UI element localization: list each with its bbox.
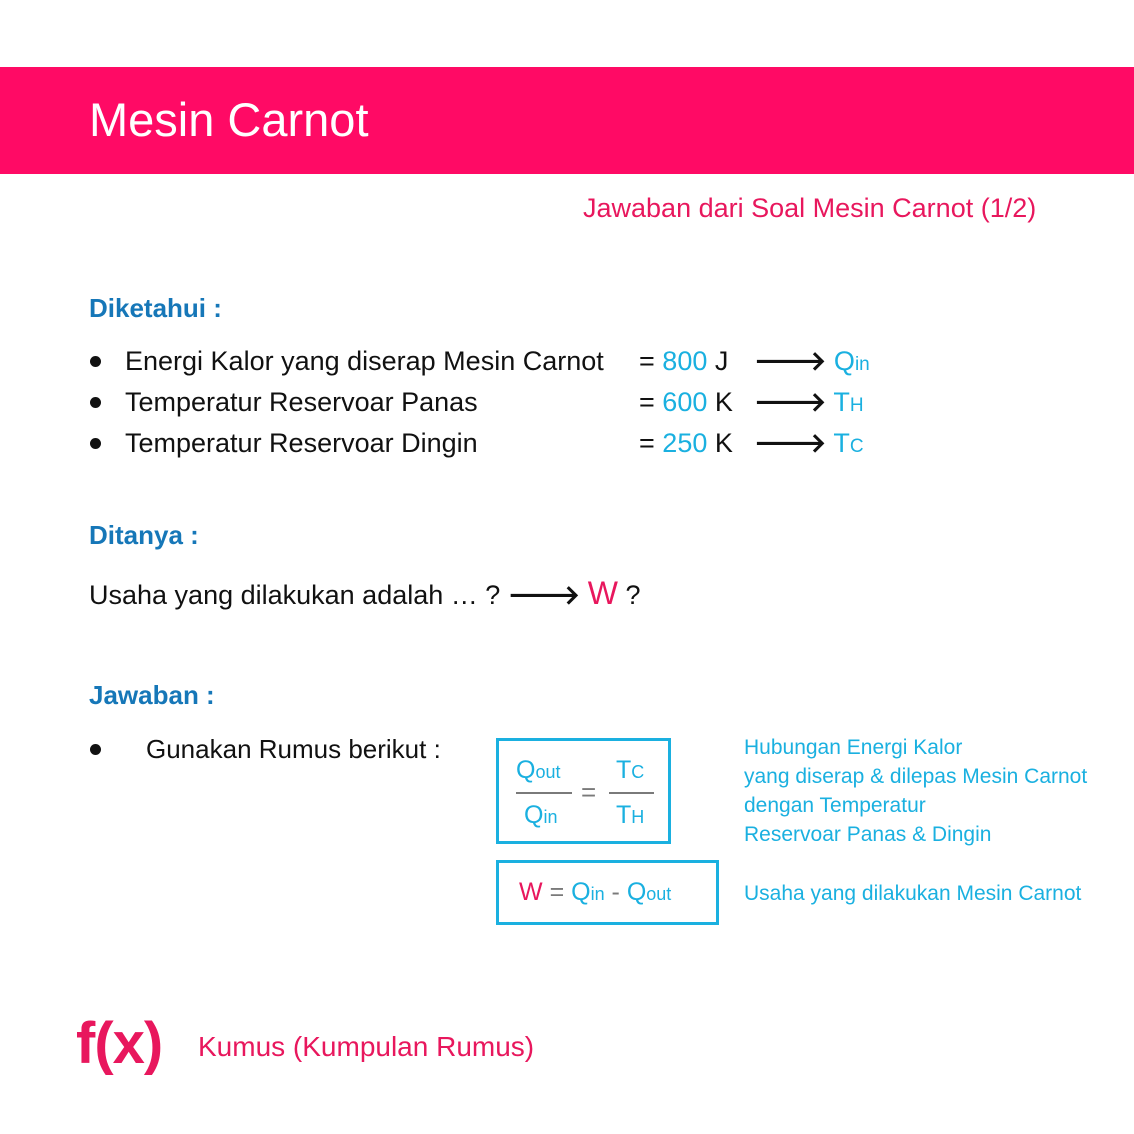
- known-item-symbol: 🡒 TH: [754, 387, 864, 417]
- asked-heading: Ditanya :: [89, 520, 199, 550]
- formula-th: TH: [616, 801, 645, 829]
- known-item-value: = 800 J: [639, 346, 729, 376]
- known-item-label: Temperatur Reservoar Dingin: [125, 428, 478, 458]
- page-title: Mesin Carnot: [89, 93, 369, 146]
- arrow-right-icon: 🡒: [507, 580, 581, 610]
- known-item-value: = 250 K: [639, 428, 733, 458]
- known-heading: Diketahui :: [89, 293, 222, 323]
- formula-tc: TC: [616, 756, 645, 784]
- formula-equals: =: [581, 777, 597, 807]
- bullet-icon: [90, 438, 101, 449]
- fraction-line: [516, 792, 572, 794]
- fraction-line: [609, 792, 654, 794]
- answer-heading: Jawaban :: [89, 680, 215, 710]
- brand-name: Kumus (Kumpulan Rumus): [198, 1031, 535, 1062]
- arrow-right-icon: 🡒: [754, 346, 827, 376]
- formula-work: W = Qin - Qout: [519, 878, 672, 906]
- fx-logo-icon: f(x): [76, 1011, 163, 1076]
- formula-work-note: Usaha yang dilakukan Mesin Carnot: [744, 882, 1082, 905]
- answer-instruction: Gunakan Rumus berikut :: [146, 734, 441, 764]
- known-item-label: Energi Kalor yang diserap Mesin Carnot: [125, 346, 604, 376]
- known-item-label: Temperatur Reservoar Panas: [125, 387, 478, 417]
- known-item-symbol: 🡒 TC: [754, 428, 864, 458]
- formula-work-box: [496, 860, 719, 925]
- known-item-value: = 600 K: [639, 387, 733, 417]
- formula-ratio-note: Hubungan Energi Kalor yang diserap & dilepas Mesin Carnot dengan Temperatur Reservoar Panas & Dingin: [744, 736, 1088, 846]
- asked-question: Usaha yang dilakukan adalah … ? 🡒 W ?: [89, 575, 641, 611]
- formula-qin: Qin: [524, 801, 558, 829]
- formula-qout: Qout: [516, 756, 561, 784]
- known-item-symbol: 🡒 Qin: [754, 346, 870, 376]
- bullet-icon: [90, 356, 101, 367]
- formula-ratio-box: [496, 738, 671, 844]
- page-subtitle: Jawaban dari Soal Mesin Carnot (1/2): [583, 193, 1037, 223]
- arrow-right-icon: 🡒: [754, 428, 827, 458]
- arrow-right-icon: 🡒: [754, 387, 827, 417]
- bullet-icon: [90, 744, 101, 755]
- bullet-icon: [90, 397, 101, 408]
